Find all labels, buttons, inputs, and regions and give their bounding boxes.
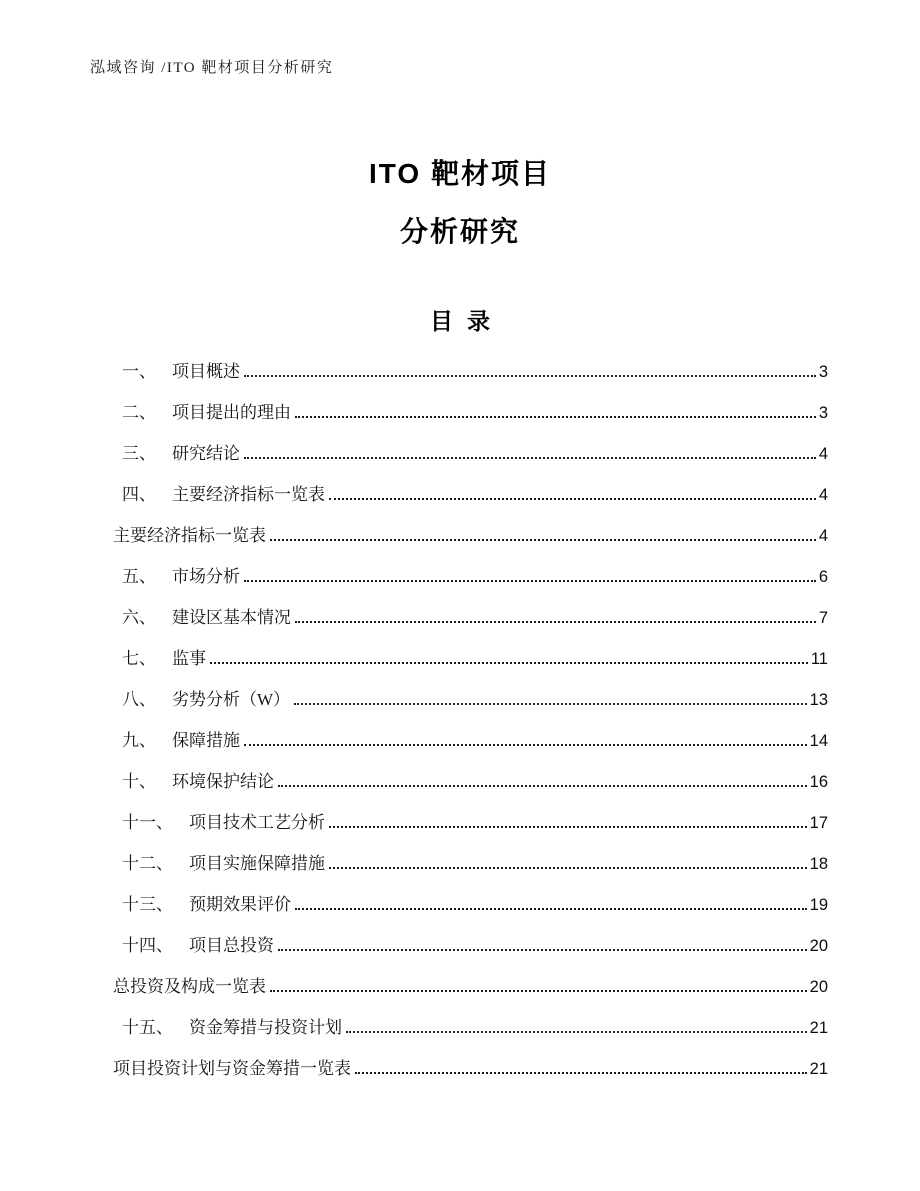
toc-row[interactable] <box>113 925 828 966</box>
toc-list <box>113 351 828 1089</box>
toc-page-number: 6 <box>818 568 828 586</box>
page-title-line1: ITO 靶材项目 <box>369 158 551 189</box>
toc-row[interactable] <box>113 720 828 761</box>
toc-page-number: 13 <box>809 691 828 709</box>
toc-row[interactable] <box>113 392 828 433</box>
toc-item-number: 六、 <box>122 608 156 627</box>
toc-page-number: 3 <box>818 363 828 381</box>
toc-item-number: 八、 <box>122 690 156 709</box>
dotted-leader <box>244 457 816 459</box>
toc-page-number: 4 <box>818 527 828 545</box>
dotted-leader <box>295 621 816 623</box>
dotted-leader <box>295 416 816 418</box>
toc-row[interactable] <box>113 433 828 474</box>
dotted-leader <box>346 1031 807 1033</box>
toc-item-number: 二、 <box>122 403 156 422</box>
dotted-leader <box>294 703 807 705</box>
toc-item-number: 十五、 <box>122 1018 173 1037</box>
dotted-leader <box>244 375 816 377</box>
document-header: 泓域咨询 /ITO 靶材项目分析研究 <box>90 60 334 76</box>
toc-row[interactable] <box>113 843 828 884</box>
toc-row[interactable] <box>113 638 828 679</box>
toc-row[interactable] <box>113 966 828 1007</box>
toc-item-number: 九、 <box>122 731 156 750</box>
dotted-leader <box>355 1072 807 1074</box>
toc-row[interactable] <box>113 474 828 515</box>
dotted-leader <box>278 949 807 951</box>
toc-row[interactable] <box>113 556 828 597</box>
toc-item-label: 资金筹措与投资计划 <box>189 1018 342 1037</box>
toc-row[interactable] <box>113 597 828 638</box>
toc-item-label: 项目概述 <box>172 362 240 381</box>
toc-page-number: 3 <box>818 404 828 422</box>
dotted-leader <box>270 539 816 541</box>
toc-page-number: 21 <box>809 1019 828 1037</box>
toc-row[interactable] <box>113 351 828 392</box>
toc-item-label: 主要经济指标一览表 <box>172 485 325 504</box>
dotted-leader <box>329 826 807 828</box>
toc-row[interactable] <box>113 515 828 556</box>
toc-item-label: 总投资及构成一览表 <box>113 977 266 996</box>
toc-item-label: 研究结论 <box>172 444 240 463</box>
dotted-leader <box>329 498 816 500</box>
toc-row[interactable] <box>113 761 828 802</box>
toc-item-label: 项目技术工艺分析 <box>189 813 325 832</box>
dotted-leader <box>329 867 807 869</box>
toc-item-label: 预期效果评价 <box>189 895 291 914</box>
toc-row[interactable] <box>113 1048 828 1089</box>
toc-item-label: 主要经济指标一览表 <box>113 526 266 545</box>
toc-item-label: 市场分析 <box>172 567 240 586</box>
toc-page-number: 14 <box>809 732 828 750</box>
dotted-leader <box>295 908 807 910</box>
toc-page-number: 19 <box>809 896 828 914</box>
toc-item-number: 十一、 <box>122 813 173 832</box>
toc-item-number: 十二、 <box>122 854 173 873</box>
toc-page-number: 20 <box>809 978 828 996</box>
toc-item-number: 三、 <box>122 444 156 463</box>
toc-page-number: 18 <box>809 855 828 873</box>
toc-item-number: 十三、 <box>122 895 173 914</box>
toc-item-label: 建设区基本情况 <box>172 608 291 627</box>
dotted-leader <box>270 990 807 992</box>
toc-heading: 目录 <box>430 309 504 334</box>
toc-page-number: 4 <box>818 486 828 504</box>
toc-row[interactable] <box>113 884 828 925</box>
dotted-leader <box>244 744 807 746</box>
toc-item-label: 劣势分析（W） <box>172 690 291 709</box>
toc-page-number: 11 <box>810 650 828 668</box>
toc-item-number: 四、 <box>122 485 156 504</box>
toc-page-number: 4 <box>818 445 828 463</box>
toc-page-number: 17 <box>809 814 828 832</box>
toc-item-label: 监事 <box>172 649 206 668</box>
toc-page-number: 7 <box>818 609 828 627</box>
dotted-leader <box>244 580 816 582</box>
toc-page-number: 21 <box>809 1060 828 1078</box>
toc-page-number: 16 <box>809 773 828 791</box>
dotted-leader <box>278 785 807 787</box>
toc-item-label: 环境保护结论 <box>172 772 274 791</box>
toc-item-label: 项目投资计划与资金筹措一览表 <box>113 1059 351 1078</box>
toc-item-number: 十四、 <box>122 936 173 955</box>
page-title-line2: 分析研究 <box>399 216 520 247</box>
toc-page-number: 20 <box>809 937 828 955</box>
toc-item-number: 一、 <box>122 362 156 381</box>
toc-item-number: 七、 <box>122 649 156 668</box>
toc-item-label: 项目实施保障措施 <box>189 854 325 873</box>
toc-item-number: 五、 <box>122 567 156 586</box>
toc-row[interactable] <box>113 679 828 720</box>
toc-item-label: 保障措施 <box>172 731 240 750</box>
toc-item-label: 项目提出的理由 <box>172 403 291 422</box>
toc-row[interactable] <box>113 802 828 843</box>
toc-item-label: 项目总投资 <box>189 936 274 955</box>
dotted-leader <box>210 662 808 664</box>
toc-row[interactable] <box>113 1007 828 1048</box>
toc-item-number: 十、 <box>122 772 156 791</box>
